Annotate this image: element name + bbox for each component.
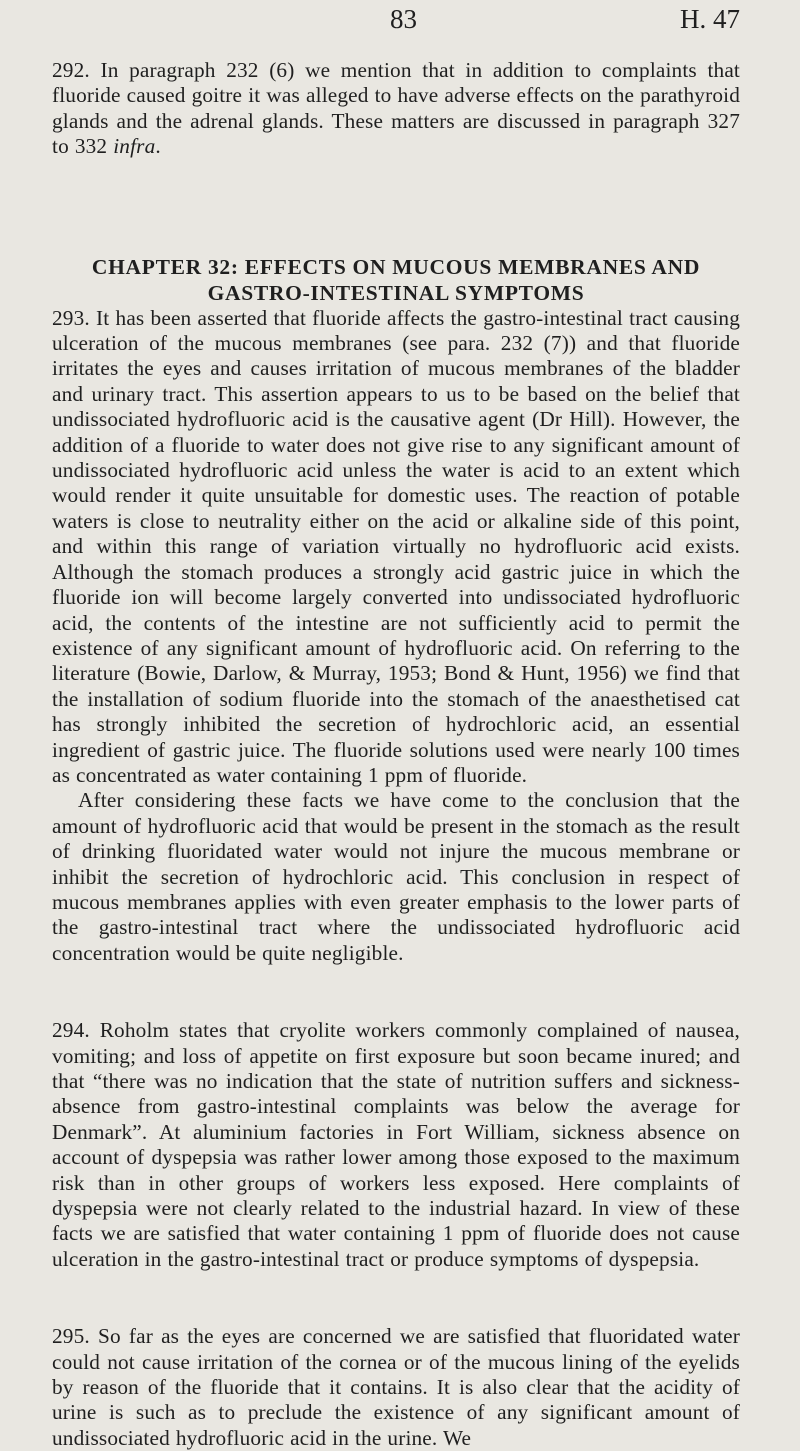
paragraph-292: 292. In paragraph 232 (6) we mention that in addition to complaints that fluoride caused goitre it was alleged to have adverse effects on the parathyroid glands and the adrenal glands. These matters are discussed in paragraph 327 to 332 infra. xyxy=(52,58,740,159)
chapter-heading-line-1: CHAPTER 32: EFFECTS ON MUCOUS MEMBRANES AND xyxy=(91,254,701,279)
chapter-heading-line-2: GASTRO-INTESTINAL SYMPTOMS xyxy=(207,280,585,305)
infra-italic: infra xyxy=(113,134,156,159)
paragraph-295: 295. So far as the eyes are concerned we are satisfied that fluoridated water could not cause irritation of the cornea or of the mucous lining of the eyelids by reason of the fluoride that it contains. It is also clear that the acidity of urine is such as to preclude the existence of any significant amount of undissociated hydrofluoric acid in the urine. We xyxy=(52,1324,740,1450)
document-reference: H. 47 xyxy=(680,4,740,34)
chapter-heading xyxy=(52,254,740,306)
page-header xyxy=(52,0,740,58)
paragraph-294: 294. Roholm states that cryolite workers commonly complained of nausea, vomiting; and loss of appetite on first exposure but soon became inured; and that “there was no indication that the state of nutrition suffers and sickness-absence from gastro-intestinal complaints was below the average for Denmark”. At aluminium factories in Fort William, sickness absence on account of dyspepsia was rather lower among those exposed to the maximum risk than in other groups of workers less exposed. Here complaints of dyspepsia were not clearly related to the industrial hazard. In view of these facts we are satisfied that water containing 1 ppm of fluoride does not cause ulceration in the gastro-intestinal tract or produce symptoms of dyspepsia. xyxy=(52,1018,740,1271)
page-number: 83 xyxy=(390,4,417,34)
paragraph-293-continuation: After considering these facts we have come to the conclusion that the amount of hydrofluoric acid that would be present in the stomach as the result of drinking fluoridated water would not injure the mucous membrane or inhibit the secretion of hydrochloric acid. This conclusion in respect of mucous membranes applies with even greater emphasis to the lower parts of the gastro-intestinal tract where the undissociated hydrofluoric acid concentration would be quite negligible. xyxy=(52,788,740,965)
paragraph-293: 293. It has been asserted that fluoride affects the gastro-intestinal tract causing ulceration of the mucous membranes (see para. 232 (7)) and that fluoride irritates the eyes and causes irritation of mucous membranes of the bladder and urinary tract. This assertion appears to us to be based on the belief that undissociated hydrofluoric acid is the causative agent (Dr Hill). However, the addition of a fluoride to water does not give rise to any significant amount of undissociated hydrofluoric acid unless the water is acid to an extent which would render it quite unsuitable for domestic uses. The reaction of potable waters is close to neutrality either on the acid or alkaline side of this point, and within this range of variation virtually no hydrofluoric acid exists. Although the stomach produces a strongly acid gastric juice in which the fluoride ion will become largely converted into undissociated hydrofluoric acid, the contents of the intestine are not sufficiently acid to permit the existence of any significant amount of hydrofluoric acid. On referring to the literature (Bowie, Darlow, & Murray, 1953; Bond & Hunt, 1956) we find that the installation of sodium fluoride into the stomach of the anaesthetised cat has strongly inhibited the secretion of hydrochloric acid, an essential ingredient of gastric juice. The fluoride solutions used were nearly 100 times as concentrated as water containing 1 ppm of fluoride. xyxy=(52,305,740,787)
